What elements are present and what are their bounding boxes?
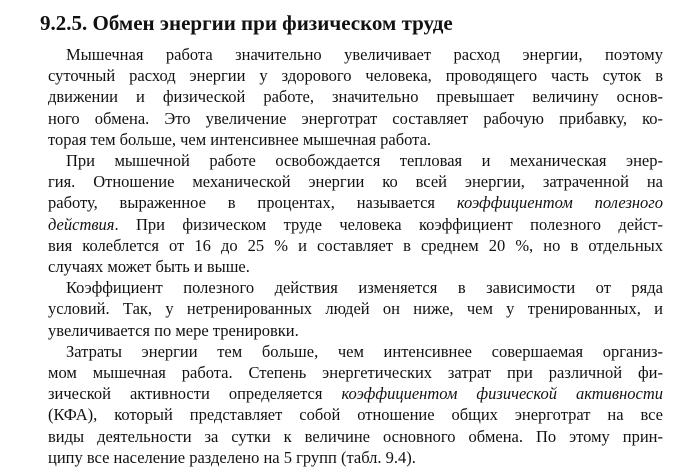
text-segment: Коэффициент полезного действия изменяется в зависимости от ряда xyxy=(66,278,663,298)
text-line xyxy=(48,299,663,319)
text-line xyxy=(48,363,663,383)
text-segment: зической активности определяется xyxy=(48,384,342,404)
text-segment: гия. Отношение механической энергии ко всей энергии, затраченной на xyxy=(48,172,663,192)
text-line xyxy=(48,172,663,192)
section-heading xyxy=(40,10,453,36)
text-segment: ципу все население разделено на 5 групп (табл. 9.4). xyxy=(48,447,416,467)
text-segment: мом мышечная работа. Степень энергетических затрат при различной фи- xyxy=(48,363,663,382)
text-line xyxy=(48,405,663,425)
italic-term: коэффициентом физической активности xyxy=(341,384,663,404)
text-line xyxy=(48,66,663,86)
text-line xyxy=(48,109,663,129)
text-line xyxy=(48,257,250,277)
italic-term: коэффициентом полезного xyxy=(456,193,663,213)
text-line xyxy=(48,130,431,150)
text-segment: суточный расход энергии у здорового человека, проводящего часть суток в xyxy=(48,66,663,86)
section-title: Обмен энергии при физическом труде xyxy=(92,11,453,35)
text-line xyxy=(66,278,663,298)
text-segment: случаях может быть и выше. xyxy=(48,257,250,276)
text-line xyxy=(48,321,299,341)
section-number: 9.2.5. xyxy=(40,11,88,35)
text-segment: условий. Так, у нетренированных людей он ниже, чем у тренированных, и xyxy=(48,299,663,319)
text-segment: увеличивается по мере тренировки. xyxy=(48,320,299,340)
text-line xyxy=(66,342,663,362)
text-segment: (КФА), который представляет собой отношение общих энерготрат на все xyxy=(48,405,663,425)
text-segment: ного обмена. Это увеличение энерготрат составляет рабочую прибавку, ко- xyxy=(48,108,663,128)
text-segment: вия колеблется от 16 до 25 % и составляет в среднем 20 %, но в отдельных xyxy=(48,235,663,255)
text-segment: движении и физической работе, значительно превышает величину основ- xyxy=(48,87,663,107)
text-line xyxy=(48,448,416,468)
text-segment: работу, выраженное в процентах, называется xyxy=(48,193,457,213)
text-line xyxy=(48,427,663,447)
italic-term: действия xyxy=(48,214,115,234)
text-line xyxy=(48,384,663,404)
text-segment: торая тем больше, чем интенсивнее мышечная работа. xyxy=(48,129,432,149)
text-segment: виды деятельности за сутки к величине основного обмена. По этому прин- xyxy=(48,426,663,446)
text-line xyxy=(48,193,663,213)
text-segment: Затраты энергии тем больше, чем интенсивнее совершаемая организ- xyxy=(66,341,663,361)
text-line xyxy=(48,87,663,107)
text-line xyxy=(48,236,663,256)
text-line xyxy=(66,151,663,171)
text-segment: При мышечной работе освобождается тепловая и механическая энер- xyxy=(66,151,663,170)
text-segment: Мышечная работа значительно увеличивает расход энергии, поэтому xyxy=(66,45,663,64)
text-segment: . При физическом труде человека коэффициент полезного дейст- xyxy=(114,214,663,234)
text-line xyxy=(48,215,663,235)
text-line xyxy=(66,45,663,65)
